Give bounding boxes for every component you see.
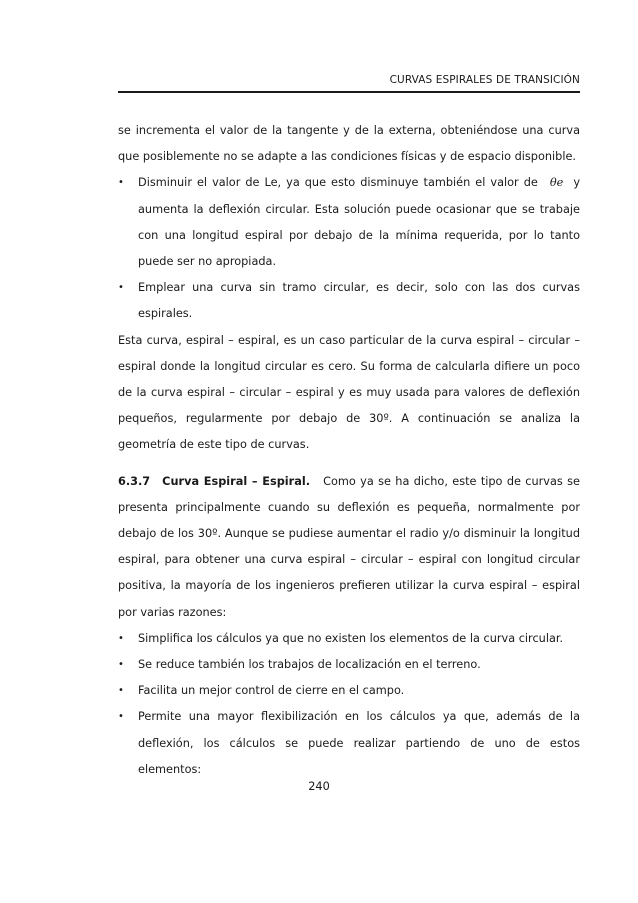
bullet-item xyxy=(118,275,580,327)
section-text: Como ya se ha dicho, este tipo de curvas se presenta principalmente cuando su deflexión es pequeña, normalmente por debajo de los 30º. Aunque se pudiese aumentar el radio y/o disminuir la longitud espiral, para obtener una curva espiral – circular – espiral con longitud circular positiva, la mayoría de los ingenieros prefieren utilizar la curva espiral – espiral por varias razones: xyxy=(118,474,580,619)
page-number: 240 xyxy=(308,780,330,793)
theta-e-symbol: θe xyxy=(549,176,564,190)
bullet-icon: • xyxy=(118,659,124,671)
section-title: Curva Espiral – Espiral. xyxy=(162,474,311,488)
section-paragraph xyxy=(118,469,580,626)
bullet-icon: • xyxy=(118,632,124,644)
bullet-icon: • xyxy=(118,711,124,723)
bullet-text-start: Disminuir el valor de Le, ya que esto disminuye también el valor de xyxy=(138,176,538,190)
bullet-text: Emplear una curva sin tramo circular, es decir, solo con las dos curvas espirales. xyxy=(138,281,580,321)
body-text xyxy=(118,118,580,783)
bullet-text: Se reduce también los trabajos de localización en el terreno. xyxy=(138,658,481,672)
bullet-item xyxy=(118,626,580,652)
bullet-icon: • xyxy=(118,177,124,189)
bullet-text: Permite una mayor flexibilización en los cálculos ya que, además de la deflexión, los cálculos se puede realizar partiendo de uno de estos elementos: xyxy=(138,710,580,776)
bullet-text-end: y aumenta la deflexión circular. Esta solución puede ocasionar que se trabaje con una longitud espiral por debajo de la mínima requerida, por lo tanto puede ser no apropiada. xyxy=(138,176,580,269)
bullet-icon: • xyxy=(118,282,124,294)
bullet-icon: • xyxy=(118,685,124,697)
bullet-text: Facilita un mejor control de cierre en el campo. xyxy=(138,684,405,698)
bullet-item xyxy=(118,170,580,275)
section-number: 6.3.7 xyxy=(118,474,151,488)
bullet-text: Simplifica los cálculos ya que no existen los elementos de la curva circular. xyxy=(138,631,564,645)
bullet-item xyxy=(118,704,580,783)
running-header: CURVAS ESPIRALES DE TRANSICIÓN xyxy=(389,74,580,86)
bullet-item xyxy=(118,678,580,704)
paragraph-continuation: se incrementa el valor de la tangente y de la externa, obteniéndose una curva que posiblemente no se adapte a las condiciones físicas y de espacio disponible. xyxy=(118,124,580,164)
bullet-item xyxy=(118,652,580,678)
paragraph: Esta curva, espiral – espiral, es un caso particular de la curva espiral – circular – espiral donde la longitud circular es cero. Su forma de calcularla difiere un poco de la curva espiral – circular – espiral y es muy usada para valores de deflexión pequeños, regularmente por debajo de 30º. A continuación se analiza la geometría de este tipo de curvas. xyxy=(118,333,580,452)
spacer xyxy=(118,459,580,469)
header-rule xyxy=(118,91,580,93)
